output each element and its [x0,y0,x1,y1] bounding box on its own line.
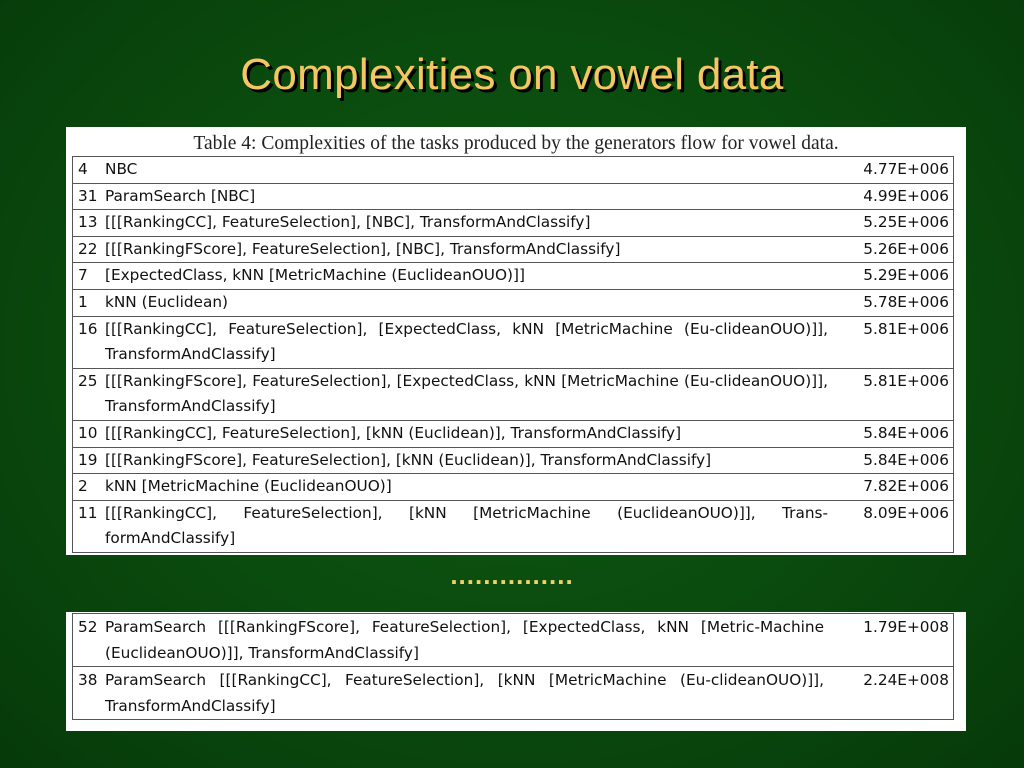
row-description: kNN [MetricMachine (EuclideanOUO)] [102,474,836,501]
row-complexity: 5.26E+006 [836,236,954,263]
row-description: ParamSearch [[[RankingFScore], FeatureSelection], [ExpectedClass, kNN [Metric-Machine (EuclideanOUO)]], TransformAndClassify] [102,614,832,667]
table-caption: Table 4: Complexities of the tasks produced by the generators flow for vowel data. [193,133,839,154]
table-row [73,157,954,184]
table-row [73,667,954,720]
row-id: 1 [73,289,103,316]
slide-title: Complexities on vowel data [240,50,784,99]
row-id: 11 [73,500,103,552]
row-complexity: 5.84E+006 [836,447,954,474]
row-complexity: 5.81E+006 [836,368,954,420]
row-id: 10 [73,420,103,447]
row-description: [[[RankingFScore], FeatureSelection], [ExpectedClass, kNN [MetricMachine (Eu-clideanOUO)]], TransformAndClassify] [102,368,836,420]
row-complexity: 4.99E+006 [836,183,954,210]
row-id: 31 [73,183,103,210]
table-row [73,500,954,552]
row-id: 13 [73,210,103,237]
row-description: [ExpectedClass, kNN [MetricMachine (EuclideanOUO)]] [102,263,836,290]
table-row [73,474,954,501]
ellipsis-separator: ............... [450,560,574,590]
row-complexity: 1.79E+008 [832,614,954,667]
row-complexity: 5.29E+006 [836,263,954,290]
table-panel-bottom [66,612,966,731]
row-description: [[[RankingFScore], FeatureSelection], [NBC], TransformAndClassify] [102,236,836,263]
row-complexity: 7.82E+006 [836,474,954,501]
row-id: 22 [73,236,103,263]
row-complexity: 8.09E+006 [836,500,954,552]
row-id: 2 [73,474,103,501]
row-id: 25 [73,368,103,420]
row-description: [[[RankingCC], FeatureSelection], [kNN [MetricMachine (EuclideanOUO)]], Trans-formAndClassify] [102,500,836,552]
table-row [73,236,954,263]
table-row [73,447,954,474]
table-row [73,368,954,420]
complexities-table-bottom [72,613,954,720]
table-row [73,263,954,290]
row-complexity: 5.81E+006 [836,316,954,368]
table-row [73,614,954,667]
row-complexity: 5.84E+006 [836,420,954,447]
row-description: NBC [102,157,836,184]
row-complexity: 5.78E+006 [836,289,954,316]
row-description: [[[RankingFScore], FeatureSelection], [kNN (Euclidean)], TransformAndClassify] [102,447,836,474]
table-row [73,420,954,447]
row-complexity: 5.25E+006 [836,210,954,237]
row-id: 7 [73,263,103,290]
complexities-table-top [72,156,954,553]
table-row [73,316,954,368]
row-id: 4 [73,157,103,184]
table-row [73,210,954,237]
row-description: [[[RankingCC], FeatureSelection], [NBC], TransformAndClassify] [102,210,836,237]
row-description: ParamSearch [[[RankingCC], FeatureSelection], [kNN [MetricMachine (Eu-clideanOUO)]], TransformAndClassify] [102,667,832,720]
row-complexity: 4.77E+006 [836,157,954,184]
table-panel-top [66,127,966,555]
row-description: [[[RankingCC], FeatureSelection], [kNN (Euclidean)], TransformAndClassify] [102,420,836,447]
row-complexity: 2.24E+008 [832,667,954,720]
row-id: 52 [73,614,103,667]
row-id: 19 [73,447,103,474]
table-row [73,289,954,316]
row-id: 16 [73,316,103,368]
table-row [73,183,954,210]
row-description: [[[RankingCC], FeatureSelection], [ExpectedClass, kNN [MetricMachine (Eu-clideanOUO)]], TransformAndClassify] [102,316,836,368]
row-id: 38 [73,667,103,720]
row-description: kNN (Euclidean) [102,289,836,316]
row-description: ParamSearch [NBC] [102,183,836,210]
